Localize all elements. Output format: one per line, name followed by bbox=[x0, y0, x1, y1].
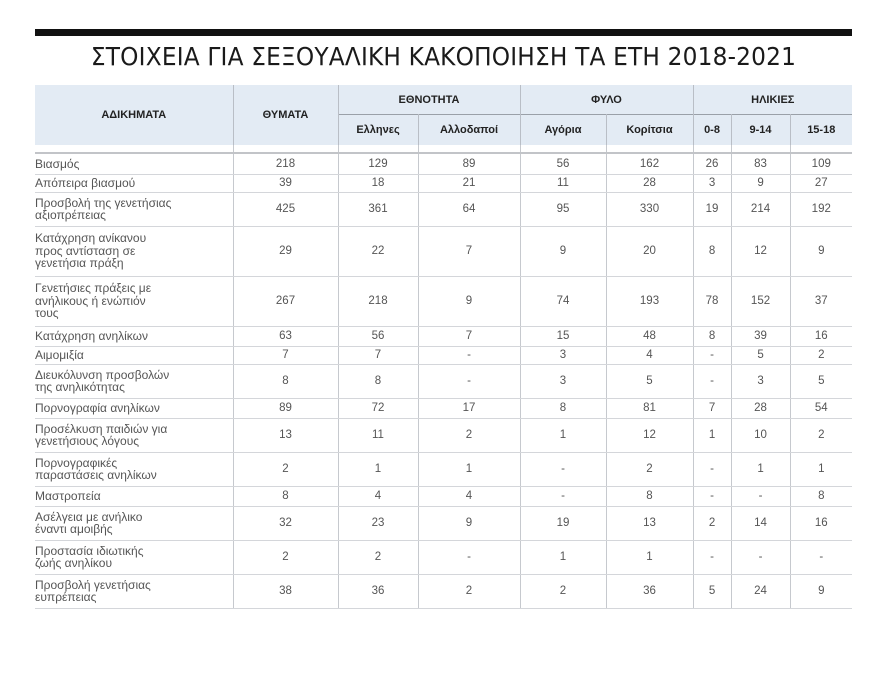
offense-name: Προσβολή της γενετήσιας αξιοπρέπειας bbox=[35, 192, 233, 226]
cell-age-0-8: 5 bbox=[693, 574, 731, 608]
cell-foreigners: 64 bbox=[418, 192, 520, 226]
cell-foreigners: 17 bbox=[418, 398, 520, 418]
cell-girls: 20 bbox=[606, 226, 693, 276]
cell-girls: 193 bbox=[606, 276, 693, 326]
table-row bbox=[35, 398, 852, 418]
cell-age-0-8: - bbox=[693, 364, 731, 398]
cell-age-15-18: 2 bbox=[790, 418, 852, 452]
cell-age-15-18: 5 bbox=[790, 364, 852, 398]
cell-age-15-18: 54 bbox=[790, 398, 852, 418]
cell-foreigners: 7 bbox=[418, 326, 520, 346]
header-victims: ΘΥΜΑΤΑ bbox=[233, 85, 338, 145]
cell-victims: 89 bbox=[233, 398, 338, 418]
cell-greeks: 4 bbox=[338, 486, 418, 506]
table-body bbox=[35, 154, 852, 608]
cell-age-15-18: 8 bbox=[790, 486, 852, 506]
header-boys: Αγόρια bbox=[520, 115, 606, 146]
cell-age-0-8: 26 bbox=[693, 154, 731, 174]
statistics-table bbox=[35, 85, 852, 609]
cell-age-0-8: 7 bbox=[693, 398, 731, 418]
cell-age-0-8: 8 bbox=[693, 326, 731, 346]
cell-greeks: 72 bbox=[338, 398, 418, 418]
offense-name: Μαστροπεία bbox=[35, 486, 233, 506]
cell-age-15-18: 16 bbox=[790, 506, 852, 540]
cell-age-9-14: 10 bbox=[731, 418, 790, 452]
cell-victims: 63 bbox=[233, 326, 338, 346]
cell-age-15-18: 109 bbox=[790, 154, 852, 174]
cell-age-9-14: 24 bbox=[731, 574, 790, 608]
offense-name: Προσέλκυση παιδιών για γενετήσιους λόγους bbox=[35, 418, 233, 452]
cell-boys: 74 bbox=[520, 276, 606, 326]
cell-girls: 48 bbox=[606, 326, 693, 346]
cell-age-9-14: 12 bbox=[731, 226, 790, 276]
offense-name: Πορνογραφικές παραστάσεις ανηλίκων bbox=[35, 452, 233, 486]
cell-victims: 29 bbox=[233, 226, 338, 276]
header-foreigners: Αλλοδαποί bbox=[418, 115, 520, 146]
cell-boys: 95 bbox=[520, 192, 606, 226]
cell-victims: 267 bbox=[233, 276, 338, 326]
offense-name: Προστασία ιδιωτικής ζωής ανηλίκου bbox=[35, 540, 233, 574]
cell-age-9-14: 3 bbox=[731, 364, 790, 398]
header-age-9-14: 9-14 bbox=[731, 115, 790, 146]
cell-victims: 32 bbox=[233, 506, 338, 540]
cell-greeks: 22 bbox=[338, 226, 418, 276]
cell-greeks: 11 bbox=[338, 418, 418, 452]
cell-age-15-18: - bbox=[790, 540, 852, 574]
cell-girls: 12 bbox=[606, 418, 693, 452]
offense-name: Πορνογραφία ανηλίκων bbox=[35, 398, 233, 418]
offense-name: Ασέλγεια με ανήλικο έναντι αμοιβής bbox=[35, 506, 233, 540]
cell-foreigners: 2 bbox=[418, 574, 520, 608]
cell-age-0-8: - bbox=[693, 452, 731, 486]
table-row bbox=[35, 364, 852, 398]
cell-age-9-14: 152 bbox=[731, 276, 790, 326]
cell-age-9-14: 83 bbox=[731, 154, 790, 174]
table-row bbox=[35, 346, 852, 364]
cell-boys: 3 bbox=[520, 364, 606, 398]
cell-boys: - bbox=[520, 486, 606, 506]
table-row bbox=[35, 452, 852, 486]
cell-greeks: 8 bbox=[338, 364, 418, 398]
table-row bbox=[35, 276, 852, 326]
cell-foreigners: 7 bbox=[418, 226, 520, 276]
cell-foreigners: 4 bbox=[418, 486, 520, 506]
table-row bbox=[35, 174, 852, 192]
header-girls: Κορίτσια bbox=[606, 115, 693, 146]
cell-boys: 8 bbox=[520, 398, 606, 418]
cell-age-0-8: 19 bbox=[693, 192, 731, 226]
page-title: ΣΤΟΙΧΕΙΑ ΓΙΑ ΣΕΞΟΥΑΛΙΚΗ ΚΑΚΟΠΟΙΗΣΗ ΤΑ ΕΤΗ 2018-2021 bbox=[90, 42, 797, 71]
offense-name: Προσβολή γενετήσιας ευπρέπειας bbox=[35, 574, 233, 608]
header-greeks: Ελληνες bbox=[338, 115, 418, 146]
table-row bbox=[35, 486, 852, 506]
cell-age-15-18: 9 bbox=[790, 574, 852, 608]
cell-foreigners: 9 bbox=[418, 276, 520, 326]
cell-girls: 4 bbox=[606, 346, 693, 364]
cell-greeks: 23 bbox=[338, 506, 418, 540]
cell-victims: 425 bbox=[233, 192, 338, 226]
cell-age-0-8: 78 bbox=[693, 276, 731, 326]
table-row bbox=[35, 192, 852, 226]
header-ethnicity: ΕΘΝΟΤΗΤΑ bbox=[338, 85, 520, 115]
cell-age-0-8: - bbox=[693, 486, 731, 506]
cell-boys: 1 bbox=[520, 540, 606, 574]
cell-girls: 2 bbox=[606, 452, 693, 486]
cell-greeks: 218 bbox=[338, 276, 418, 326]
offense-name: Αιμομιξία bbox=[35, 346, 233, 364]
cell-greeks: 129 bbox=[338, 154, 418, 174]
header-ages: ΗΛΙΚΙΕΣ bbox=[693, 85, 852, 115]
cell-victims: 7 bbox=[233, 346, 338, 364]
table-row bbox=[35, 418, 852, 452]
cell-foreigners: 1 bbox=[418, 452, 520, 486]
cell-age-9-14: 5 bbox=[731, 346, 790, 364]
offense-name: Κατάχρηση ανίκανου προς αντίσταση σε γενετήσια πράξη bbox=[35, 226, 233, 276]
header-gender: ΦΥΛΟ bbox=[520, 85, 693, 115]
cell-greeks: 18 bbox=[338, 174, 418, 192]
cell-age-9-14: - bbox=[731, 486, 790, 506]
cell-age-9-14: 39 bbox=[731, 326, 790, 346]
cell-girls: 8 bbox=[606, 486, 693, 506]
table-row bbox=[35, 326, 852, 346]
table-row bbox=[35, 540, 852, 574]
cell-age-0-8: - bbox=[693, 346, 731, 364]
cell-age-0-8: 2 bbox=[693, 506, 731, 540]
header-offenses: ΑΔΙΚΗΜΑΤΑ bbox=[35, 85, 233, 145]
cell-foreigners: 21 bbox=[418, 174, 520, 192]
table-row bbox=[35, 574, 852, 608]
table-header bbox=[35, 85, 852, 145]
cell-age-9-14: 28 bbox=[731, 398, 790, 418]
cell-age-15-18: 9 bbox=[790, 226, 852, 276]
cell-foreigners: 89 bbox=[418, 154, 520, 174]
offense-name: Γενετήσιες πράξεις με ανήλικους ή ενώπιόν τους bbox=[35, 276, 233, 326]
cell-greeks: 36 bbox=[338, 574, 418, 608]
cell-foreigners: - bbox=[418, 540, 520, 574]
cell-victims: 8 bbox=[233, 486, 338, 506]
cell-boys: 19 bbox=[520, 506, 606, 540]
cell-boys: 9 bbox=[520, 226, 606, 276]
cell-boys: 11 bbox=[520, 174, 606, 192]
table-row bbox=[35, 226, 852, 276]
cell-foreigners: - bbox=[418, 364, 520, 398]
cell-age-15-18: 1 bbox=[790, 452, 852, 486]
cell-boys: 2 bbox=[520, 574, 606, 608]
header-age-15-18: 15-18 bbox=[790, 115, 852, 146]
cell-age-15-18: 192 bbox=[790, 192, 852, 226]
cell-victims: 38 bbox=[233, 574, 338, 608]
cell-girls: 162 bbox=[606, 154, 693, 174]
offense-name: Βιασμός bbox=[35, 154, 233, 174]
cell-foreigners: 2 bbox=[418, 418, 520, 452]
offense-name: Απόπειρα βιασμού bbox=[35, 174, 233, 192]
cell-age-9-14: 9 bbox=[731, 174, 790, 192]
cell-age-15-18: 37 bbox=[790, 276, 852, 326]
cell-victims: 13 bbox=[233, 418, 338, 452]
cell-greeks: 7 bbox=[338, 346, 418, 364]
table-row bbox=[35, 506, 852, 540]
cell-age-0-8: - bbox=[693, 540, 731, 574]
cell-girls: 36 bbox=[606, 574, 693, 608]
cell-victims: 2 bbox=[233, 452, 338, 486]
cell-girls: 330 bbox=[606, 192, 693, 226]
cell-age-0-8: 8 bbox=[693, 226, 731, 276]
cell-boys: 1 bbox=[520, 418, 606, 452]
cell-boys: 56 bbox=[520, 154, 606, 174]
cell-age-0-8: 3 bbox=[693, 174, 731, 192]
cell-greeks: 361 bbox=[338, 192, 418, 226]
cell-victims: 218 bbox=[233, 154, 338, 174]
cell-girls: 81 bbox=[606, 398, 693, 418]
cell-age-15-18: 27 bbox=[790, 174, 852, 192]
table-row bbox=[35, 154, 852, 174]
cell-girls: 1 bbox=[606, 540, 693, 574]
cell-boys: - bbox=[520, 452, 606, 486]
cell-victims: 39 bbox=[233, 174, 338, 192]
cell-age-15-18: 16 bbox=[790, 326, 852, 346]
offense-name: Διευκόλυνση προσβολών της ανηλικότητας bbox=[35, 364, 233, 398]
top-rule bbox=[35, 29, 852, 36]
cell-girls: 5 bbox=[606, 364, 693, 398]
cell-age-9-14: 14 bbox=[731, 506, 790, 540]
cell-victims: 2 bbox=[233, 540, 338, 574]
cell-girls: 13 bbox=[606, 506, 693, 540]
cell-boys: 3 bbox=[520, 346, 606, 364]
offense-name: Κατάχρηση ανηλίκων bbox=[35, 326, 233, 346]
cell-greeks: 1 bbox=[338, 452, 418, 486]
cell-greeks: 2 bbox=[338, 540, 418, 574]
cell-boys: 15 bbox=[520, 326, 606, 346]
header-age-0-8: 0-8 bbox=[693, 115, 731, 146]
cell-age-0-8: 1 bbox=[693, 418, 731, 452]
cell-victims: 8 bbox=[233, 364, 338, 398]
cell-age-9-14: 214 bbox=[731, 192, 790, 226]
header-gap bbox=[35, 145, 852, 153]
cell-greeks: 56 bbox=[338, 326, 418, 346]
cell-foreigners: 9 bbox=[418, 506, 520, 540]
cell-age-9-14: 1 bbox=[731, 452, 790, 486]
cell-age-9-14: - bbox=[731, 540, 790, 574]
cell-foreigners: - bbox=[418, 346, 520, 364]
cell-age-15-18: 2 bbox=[790, 346, 852, 364]
cell-girls: 28 bbox=[606, 174, 693, 192]
